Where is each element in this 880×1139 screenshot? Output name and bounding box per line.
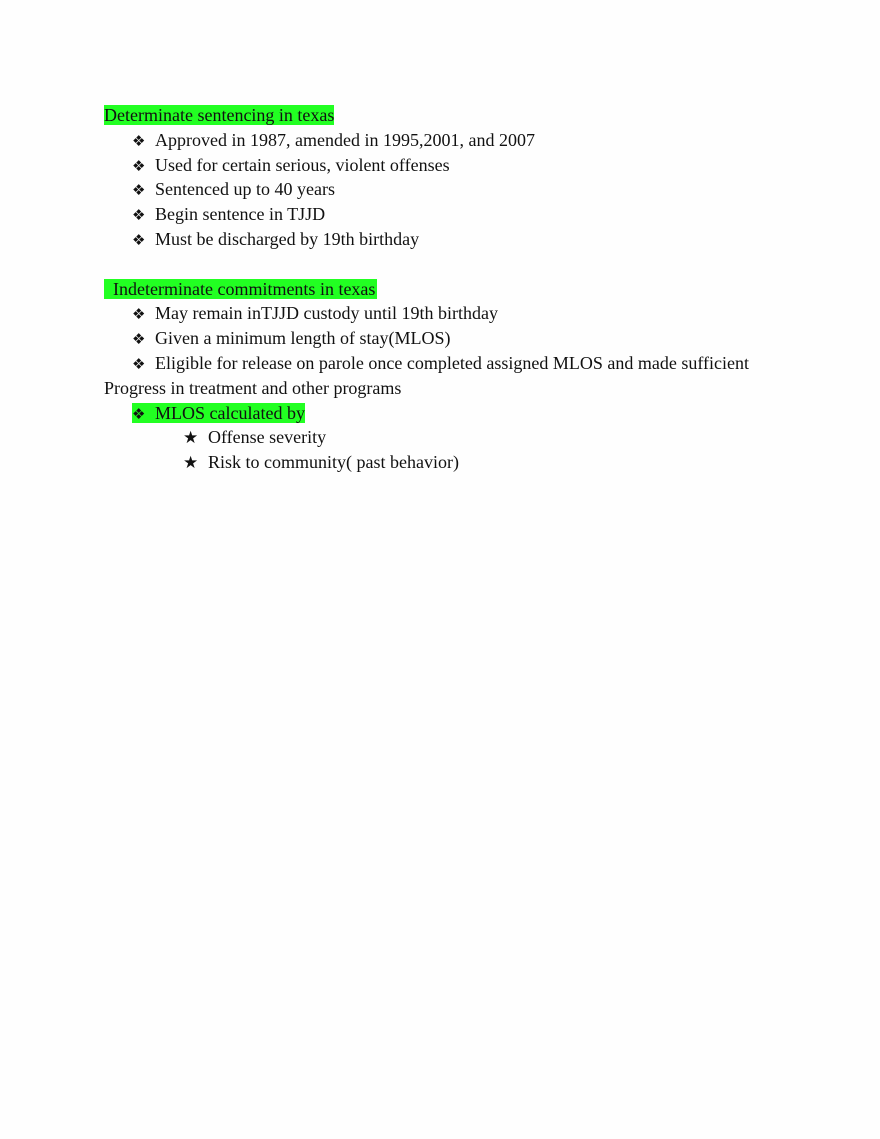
list-item-continuation bbox=[104, 376, 804, 401]
list-item bbox=[104, 326, 804, 351]
list-item bbox=[104, 301, 804, 326]
list-item-text: Must be discharged by 19th birthday bbox=[155, 228, 420, 249]
diamond-bullet-icon: ❖ bbox=[132, 305, 146, 324]
star-bullet-icon: ★ bbox=[183, 453, 199, 474]
list-item bbox=[104, 177, 804, 202]
list-item-text: Approved in 1987, amended in 1995,2001, and 2007 bbox=[155, 129, 535, 150]
diamond-bullet-icon: ❖ bbox=[132, 131, 146, 150]
sub-list-item bbox=[104, 425, 804, 450]
diamond-bullet-icon: ❖ bbox=[132, 206, 146, 225]
document-body bbox=[104, 103, 804, 475]
section-heading-determinate bbox=[104, 103, 804, 128]
sub-list-item-text: Risk to community( past behavior) bbox=[208, 452, 459, 473]
heading-text bbox=[104, 279, 377, 299]
diamond-bullet-icon: ❖ bbox=[132, 181, 146, 200]
list-item bbox=[104, 202, 804, 227]
list-item-text: Eligible for release on parole once completed assigned MLOS and made sufficient bbox=[155, 352, 749, 373]
diamond-bullet-icon: ❖ bbox=[132, 354, 146, 373]
diamond-bullet-icon: ❖ bbox=[132, 230, 146, 249]
diamond-bullet-icon: ❖ bbox=[132, 330, 146, 349]
list-item-text: MLOS calculated by bbox=[155, 402, 305, 423]
continuation-text: Progress in treatment and other programs bbox=[104, 377, 402, 398]
list-item bbox=[104, 128, 804, 153]
heading-label: Indeterminate commitments in texas bbox=[113, 278, 376, 299]
diamond-bullet-icon: ❖ bbox=[132, 156, 146, 175]
list-item bbox=[104, 153, 804, 178]
sub-list-item bbox=[104, 450, 804, 475]
list-item-text: Given a minimum length of stay(MLOS) bbox=[155, 328, 451, 349]
list-item-text: Sentenced up to 40 years bbox=[155, 179, 335, 200]
list-item-text: Used for certain serious, violent offenses bbox=[155, 154, 450, 175]
heading-text: Determinate sentencing in texas bbox=[104, 105, 335, 125]
blank-line bbox=[104, 252, 804, 277]
list-item bbox=[104, 227, 804, 252]
list-item-text: May remain inTJJD custody until 19th birthday bbox=[155, 303, 498, 324]
list-item-text: Begin sentence in TJJD bbox=[155, 204, 326, 225]
highlight bbox=[132, 403, 305, 423]
list-item bbox=[104, 351, 804, 376]
star-bullet-icon: ★ bbox=[183, 428, 199, 449]
sub-list-item-text: Offense severity bbox=[208, 427, 327, 448]
section-heading-indeterminate bbox=[104, 277, 804, 302]
diamond-bullet-icon: ❖ bbox=[132, 404, 146, 423]
list-item-highlighted bbox=[104, 401, 804, 426]
